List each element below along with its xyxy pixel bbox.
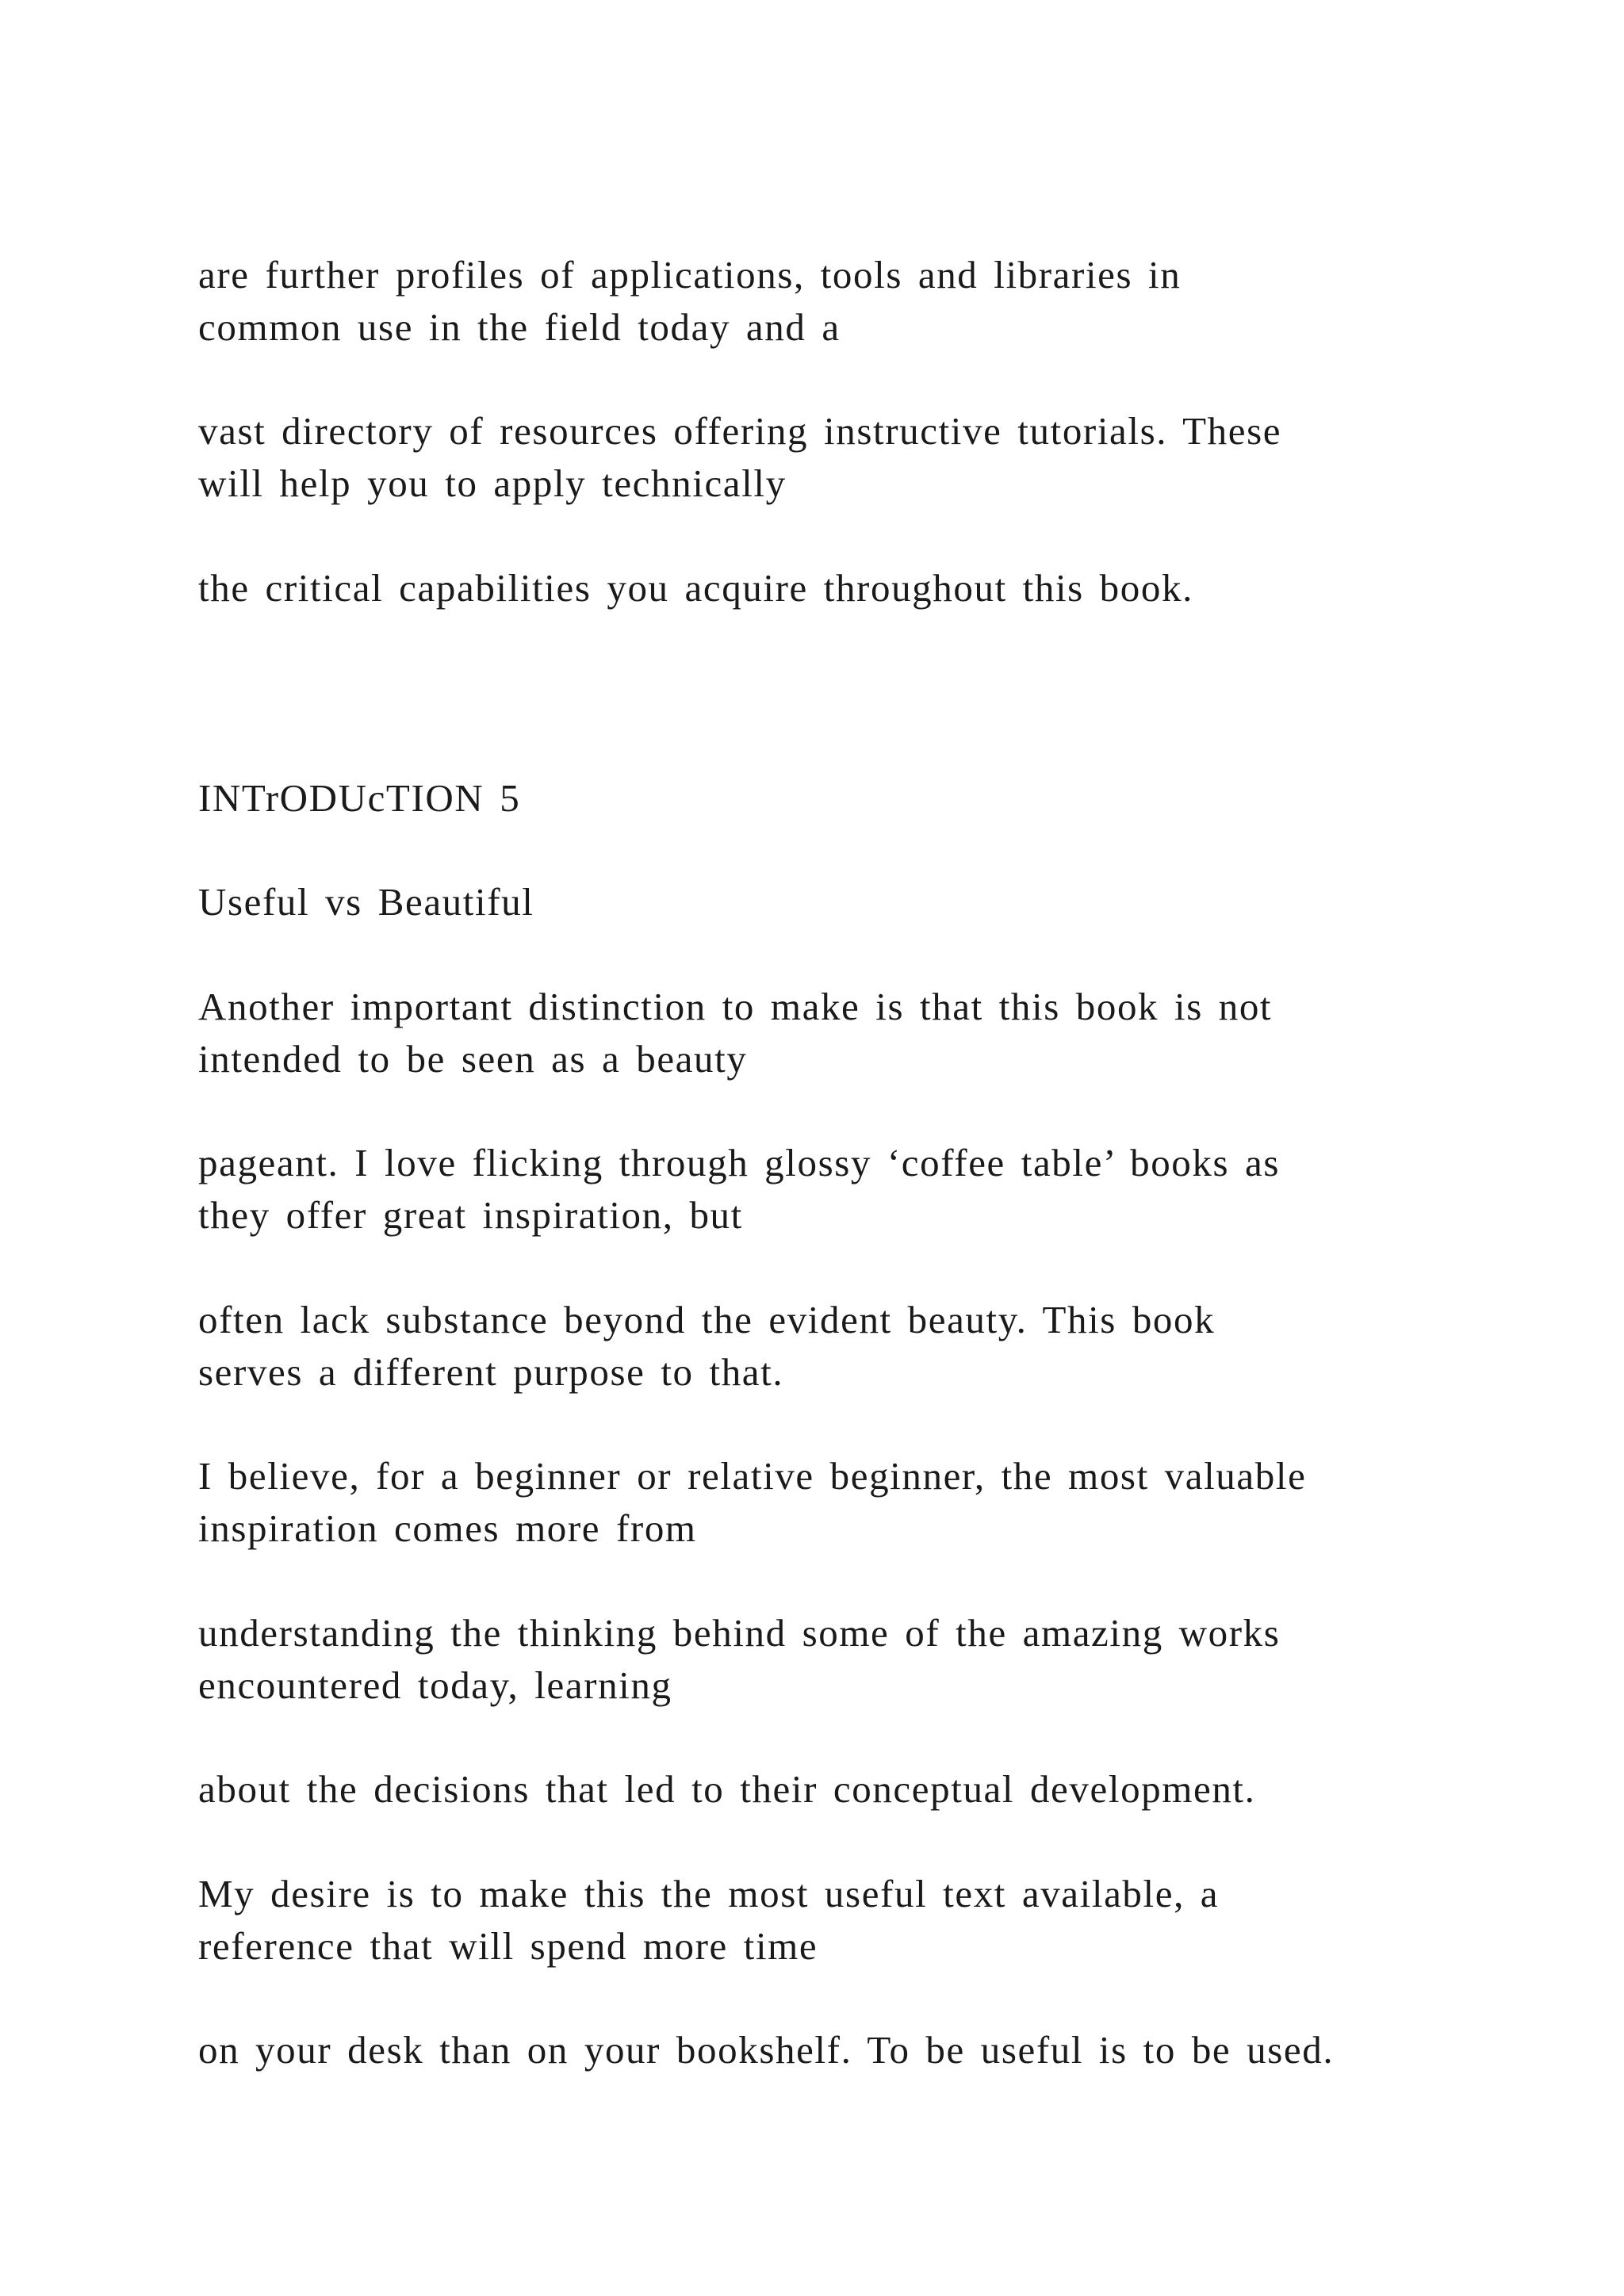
text-line: I believe, for a beginner or relative beginner, the most valuable [198, 1454, 1307, 1498]
text-line: will help you to apply technically [198, 461, 787, 505]
text-line: inspiration comes more from [198, 1506, 697, 1550]
text-line: they offer great inspiration, but [198, 1193, 743, 1237]
text-line: My desire is to make this the most useful text available, a [198, 1872, 1220, 1915]
text-line: serves a different purpose to that. [198, 1350, 784, 1394]
text-line: about the decisions that led to their conceptual development. [198, 1767, 1256, 1811]
text-line: are further profiles of applications, tools and libraries in [198, 253, 1182, 297]
text-line: often lack substance beyond the evident beauty. This book [198, 1298, 1216, 1341]
text-line: encountered today, learning [198, 1663, 672, 1707]
text-line: the critical capabilities you acquire throughout this book. [198, 566, 1193, 610]
text-line: Another important distinction to make is that this book is not [198, 985, 1273, 1028]
running-header: INTrODUcTION 5 [198, 776, 521, 820]
text-line: intended to be seen as a beauty [198, 1037, 748, 1081]
section-heading: Useful vs Beautiful [198, 880, 534, 924]
text-line: pageant. I love flicking through glossy ‘coffee table’ books as [198, 1141, 1281, 1184]
text-line: on your desk than on your bookshelf. To be useful is to be used. [198, 2028, 1335, 2072]
text-line: understanding the thinking behind some of the amazing works [198, 1611, 1281, 1655]
text-line: reference that will spend more time [198, 1924, 818, 1968]
text-line: common use in the field today and a [198, 305, 841, 349]
text-line: vast directory of resources offering instructive tutorials. These [198, 409, 1282, 453]
